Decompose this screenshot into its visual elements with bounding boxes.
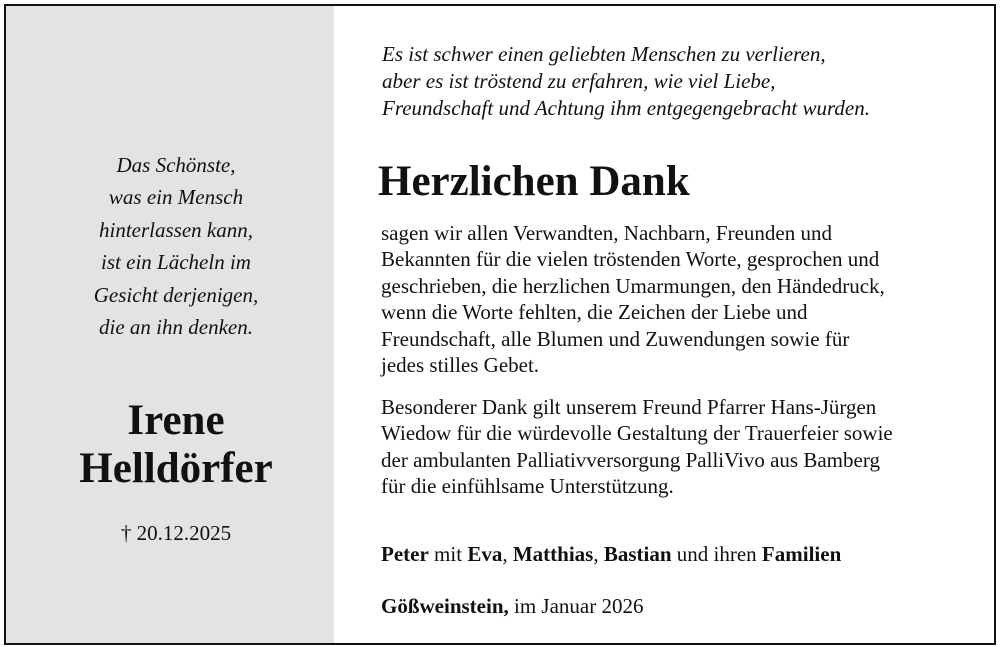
obituary-notice xyxy=(4,4,996,645)
paragraph-line: Bekannten für die vielen tröstenden Worte, gesprochen und xyxy=(381,247,880,272)
paragraph-line: geschrieben, die herzlichen Umarmungen, den Händedruck, xyxy=(381,273,885,298)
place-and-date xyxy=(381,593,644,619)
paragraph-line: Freundschaft, alle Blumen und Zuwendungen sowie für xyxy=(381,326,850,351)
motto-line: Freundschaft und Achtung ihm entgegengebracht wurden. xyxy=(382,96,870,120)
signer-name: Familien xyxy=(761,542,842,566)
quote-line: Das Schönste, xyxy=(116,153,236,177)
signature-text: und ihren xyxy=(671,542,762,566)
signature-text: , xyxy=(593,542,604,566)
quote-line: was ein Mensch xyxy=(108,185,244,210)
quote-line: hinterlassen kann, xyxy=(99,217,253,242)
thanks-paragraph xyxy=(381,220,885,378)
signer-name: Eva xyxy=(467,542,503,566)
death-date: † 20.12.2025 xyxy=(120,521,232,545)
signature-text: mit xyxy=(428,542,468,566)
signer-name: Bastian xyxy=(603,542,672,566)
memorial-quote xyxy=(6,149,346,343)
first-name: Irene xyxy=(127,397,225,444)
special-thanks-paragraph xyxy=(381,394,893,500)
paragraph-line: der ambulanten Palliativversorgung PalliVivo aus Bamberg xyxy=(381,447,880,472)
paragraph-line: Besonderer Dank gilt unserem Freund Pfarrer Hans-Jürgen xyxy=(381,395,877,419)
place: Gößweinstein, xyxy=(381,594,509,618)
motto-line: aber es ist tröstend zu erfahren, wie viel Liebe, xyxy=(382,69,776,93)
signer-name: Peter xyxy=(381,542,429,566)
paragraph-line: jedes stilles Gebet. xyxy=(381,353,540,378)
left-panel xyxy=(6,6,334,643)
signature xyxy=(381,541,841,567)
quote-line: ist ein Lächeln im xyxy=(101,250,251,275)
right-panel xyxy=(334,6,994,643)
quote-line: Gesicht derjenigen, xyxy=(93,282,259,307)
last-name: Helldörfer xyxy=(79,445,273,492)
headline: Herzlichen Dank xyxy=(378,158,690,205)
paragraph-line: Wiedow für die würdevolle Gestaltung der Trauerfeier sowie xyxy=(381,421,893,446)
paragraph-line: wenn die Worte fehlten, die Zeichen der Liebe und xyxy=(381,300,808,325)
deceased-name xyxy=(6,397,346,493)
paragraph-line: sagen wir allen Verwandten, Nachbarn, Freunden und xyxy=(381,221,832,245)
signature-text: , xyxy=(502,542,513,566)
quote-line: die an ihn denken. xyxy=(99,315,253,340)
motto-line: Es ist schwer einen geliebten Menschen zu verlieren, xyxy=(382,42,826,66)
motto xyxy=(382,41,870,122)
date: im Januar 2026 xyxy=(508,594,644,618)
paragraph-line: für die einfühlsame Unterstützung. xyxy=(381,474,674,499)
signer-name: Matthias xyxy=(512,542,594,566)
